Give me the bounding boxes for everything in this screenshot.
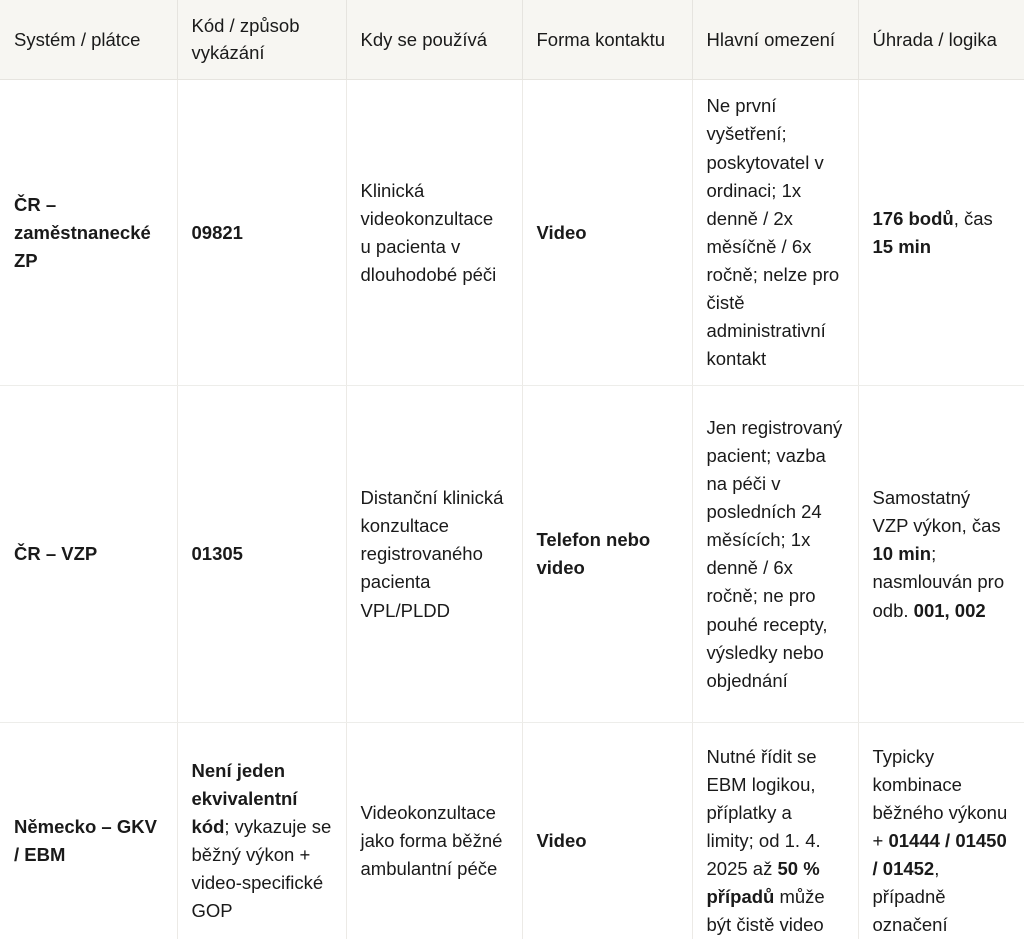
cell-limits: Jen registrovaný pacient; vazba na péči v posledních 24 měsících; 1x denně / 6x ročně; ne pro pouhé recepty, výsledky nebo objednání <box>692 386 858 723</box>
column-header-limits: Hlavní omezení <box>692 0 858 80</box>
cell-payment: 176 bodů, čas 15 min <box>858 80 1024 386</box>
cell-code: 09821 <box>177 80 346 386</box>
table-row <box>0 386 1024 723</box>
cell-limits: Nutné řídit se EBM logikou, příplatky a limity; od 1. 4. 2025 až 50 % případů může být čistě video <box>692 723 858 939</box>
table-row <box>0 80 1024 386</box>
table-header <box>0 0 1024 80</box>
cell-system: Německo – GKV / EBM <box>0 723 177 939</box>
header-row <box>0 0 1024 80</box>
table-body <box>0 80 1024 939</box>
column-header-contact: Forma kontaktu <box>522 0 692 80</box>
cell-payment: Samostatný VZP výkon, čas 10 min; nasmlouván pro odb. 001, 002 <box>858 386 1024 723</box>
cell-when: Videokonzultace jako forma běžné ambulantní péče <box>346 723 522 939</box>
cell-when: Distanční klinická konzultace registrovaného pacienta VPL/PLDD <box>346 386 522 723</box>
table-row <box>0 723 1024 939</box>
column-header-when: Kdy se používá <box>346 0 522 80</box>
cell-limits: Ne první vyšetření; poskytovatel v ordinaci; 1x denně / 2x měsíčně / 6x ročně; nelze pro čistě administrativní kontakt <box>692 80 858 386</box>
column-header-system: Systém / plátce <box>0 0 177 80</box>
cell-contact: Telefon nebo video <box>522 386 692 723</box>
column-header-code: Kód / způsob vykázání <box>177 0 346 80</box>
cell-code: Není jeden ekvivalentní kód; vykazuje se běžný výkon + video-specifické GOP <box>177 723 346 939</box>
cell-code: 01305 <box>177 386 346 723</box>
column-header-payment: Úhrada / logika <box>858 0 1024 80</box>
cell-when: Klinická videokonzultace u pacienta v dlouhodobé péči <box>346 80 522 386</box>
cell-contact: Video <box>522 723 692 939</box>
cell-system: ČR – VZP <box>0 386 177 723</box>
cell-payment: Typicky kombinace běžného výkonu + 01444 / 01450 / 01452, případně označení <box>858 723 1024 939</box>
cell-system: ČR – zaměstnanecké ZP <box>0 80 177 386</box>
cell-contact: Video <box>522 80 692 386</box>
